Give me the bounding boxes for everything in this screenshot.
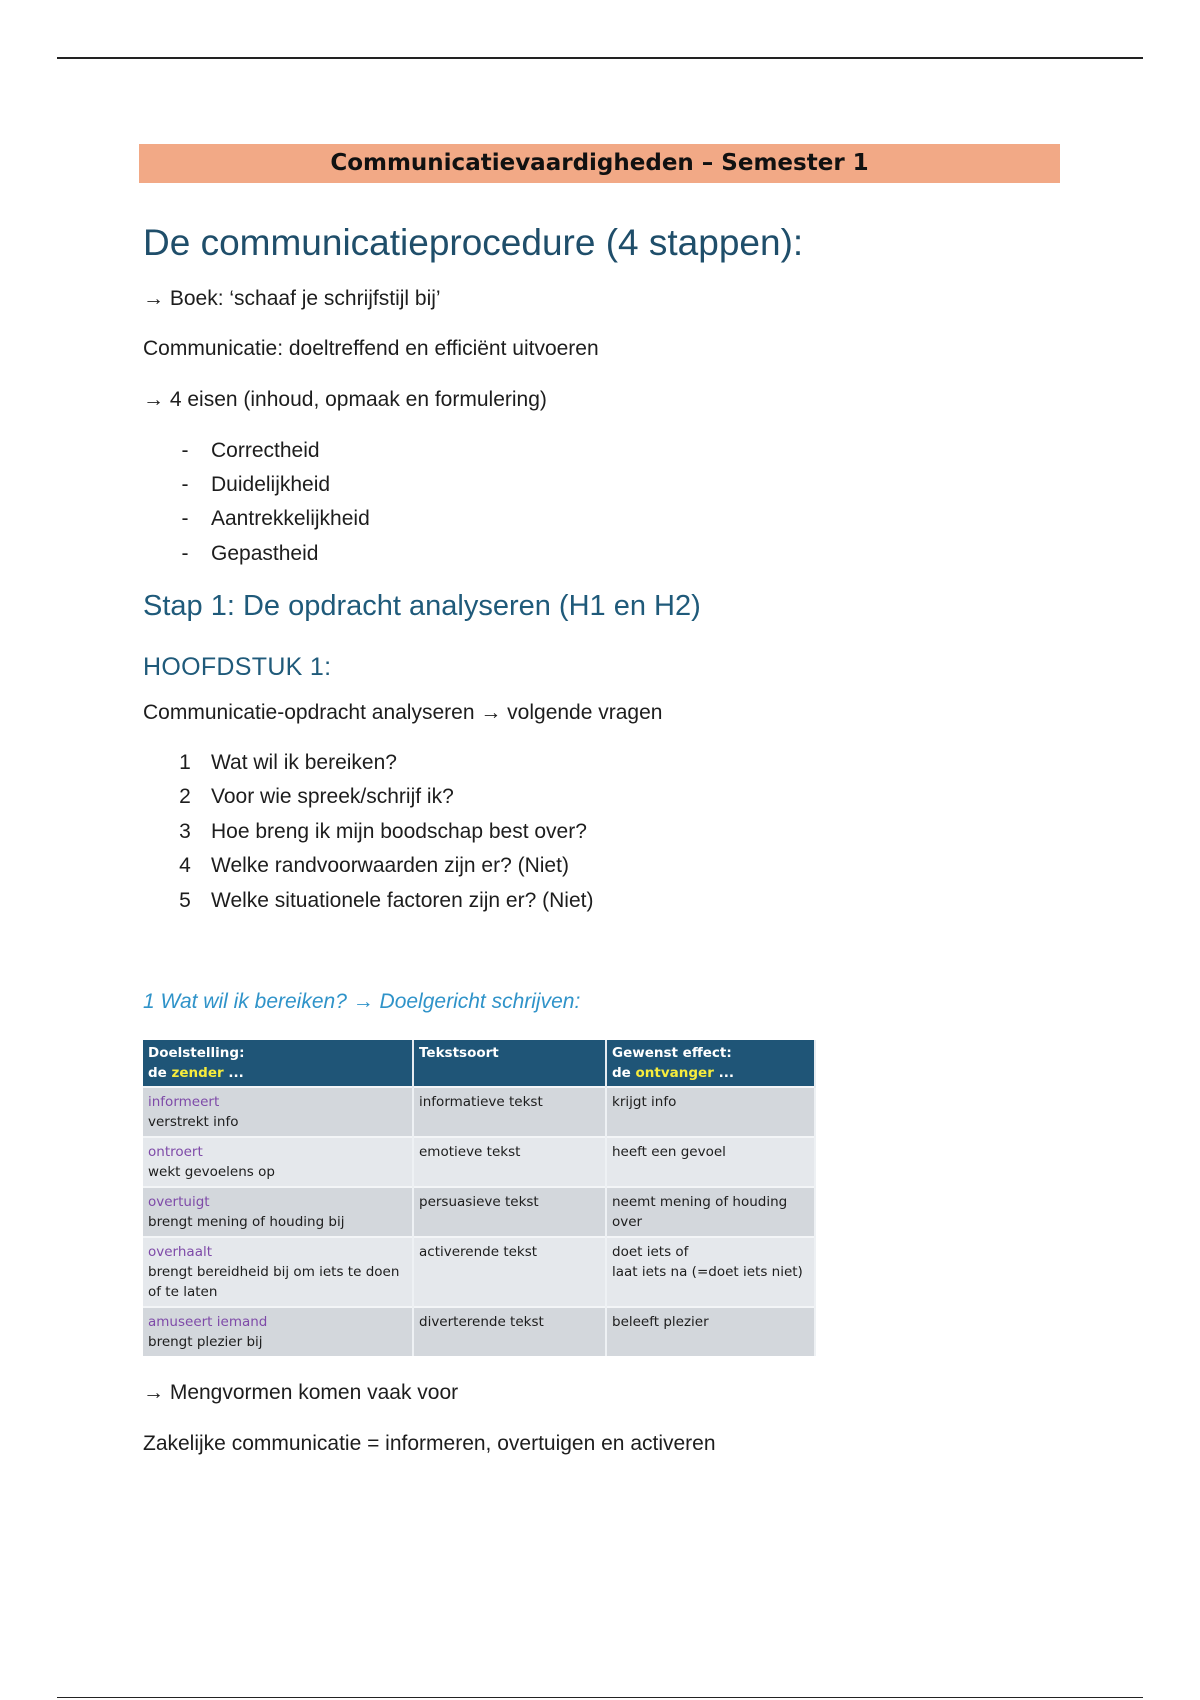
header-goal: Doelstelling: de zender ... <box>143 1040 413 1087</box>
list-item-text: Welke randvoorwaarden zijn er? (Niet) <box>211 854 569 877</box>
list-item-text: Gepastheid <box>211 542 319 565</box>
effect-cell: heeft een gevoel <box>606 1137 815 1187</box>
communication-definition: Communicatie: doeltreffend en efficiënt uitvoeren <box>143 337 599 360</box>
main-heading: De communicatieprocedure (4 stappen): <box>143 222 804 263</box>
list-number: 2 <box>179 785 191 808</box>
header-text-type: Tekstsoort <box>413 1040 606 1087</box>
table-row <box>143 1307 815 1356</box>
mixed-forms-note: → Mengvormen komen vaak voor <box>143 1381 459 1404</box>
analysis-intro: Communicatie-opdracht analyseren → volgende vragen <box>143 701 663 724</box>
chapter-heading: HOOFDSTUK 1: <box>143 653 332 681</box>
list-item-text: Voor wie spreek/schrijf ik? <box>211 785 454 808</box>
goal-subheading: 1 Wat wil ik bereiken? → Doelgericht schrijven: <box>143 990 581 1013</box>
goal-cell: overhaalt brengt bereidheid bij om iets te doen of te laten <box>143 1237 413 1307</box>
table-row <box>143 1087 815 1137</box>
header-highlight: ontvanger <box>635 1065 714 1081</box>
list-number: 4 <box>179 854 191 877</box>
table-row <box>143 1237 815 1307</box>
text-type-cell: emotieve tekst <box>413 1137 606 1187</box>
effect-cell: neemt mening of houding over <box>606 1187 815 1237</box>
list-item-text: Wat wil ik bereiken? <box>211 751 397 774</box>
list-number: 3 <box>179 820 191 843</box>
goal-cell: ontroert wekt gevoelens op <box>143 1137 413 1187</box>
bullet-dash: - <box>181 473 189 496</box>
business-communication-note: Zakelijke communicatie = informeren, overtuigen en activeren <box>143 1432 716 1455</box>
book-reference: → Boek: ‘schaaf je schrijfstijl bij’ <box>143 287 441 310</box>
bottom-rule <box>57 1697 1143 1698</box>
list-item-text: Correctheid <box>211 439 320 462</box>
table-header-row <box>143 1040 815 1087</box>
header-effect: Gewenst effect: de ontvanger ... <box>606 1040 815 1087</box>
list-item-text: Hoe breng ik mijn boodschap best over? <box>211 820 587 843</box>
effect-cell: beleeft plezier <box>606 1307 815 1356</box>
goal-cell: overtuigt brengt mening of houding bij <box>143 1187 413 1237</box>
goal-cell: informeert verstrekt info <box>143 1087 413 1137</box>
table-row <box>143 1137 815 1187</box>
text-type-cell: diverterende tekst <box>413 1307 606 1356</box>
list-item-text: Duidelijkheid <box>211 473 331 496</box>
bullet-dash: - <box>181 507 189 530</box>
requirements-intro: → 4 eisen (inhoud, opmaak en formulering) <box>143 388 547 411</box>
goals-table <box>143 1040 816 1356</box>
step1-heading: Stap 1: De opdracht analyseren (H1 en H2) <box>143 590 701 622</box>
list-item-text: Aantrekkelijkheid <box>211 507 370 530</box>
table-row <box>143 1187 815 1237</box>
course-title-banner: Communicatievaardigheden – Semester 1 <box>139 144 1060 183</box>
text-type-cell: activerende tekst <box>413 1237 606 1307</box>
bullet-dash: - <box>181 542 189 565</box>
list-number: 1 <box>179 751 191 774</box>
text-type-cell: informatieve tekst <box>413 1087 606 1137</box>
goal-cell: amuseert iemand brengt plezier bij <box>143 1307 413 1356</box>
top-rule <box>57 57 1143 59</box>
text-type-cell: persuasieve tekst <box>413 1187 606 1237</box>
effect-cell: doet iets of laat iets na (=doet iets niet) <box>606 1237 815 1307</box>
bullet-dash: - <box>181 439 189 462</box>
list-item-text: Welke situationele factoren zijn er? (Niet) <box>211 889 594 912</box>
effect-cell: krijgt info <box>606 1087 815 1137</box>
header-highlight: zender <box>171 1065 224 1081</box>
list-number: 5 <box>179 889 191 912</box>
